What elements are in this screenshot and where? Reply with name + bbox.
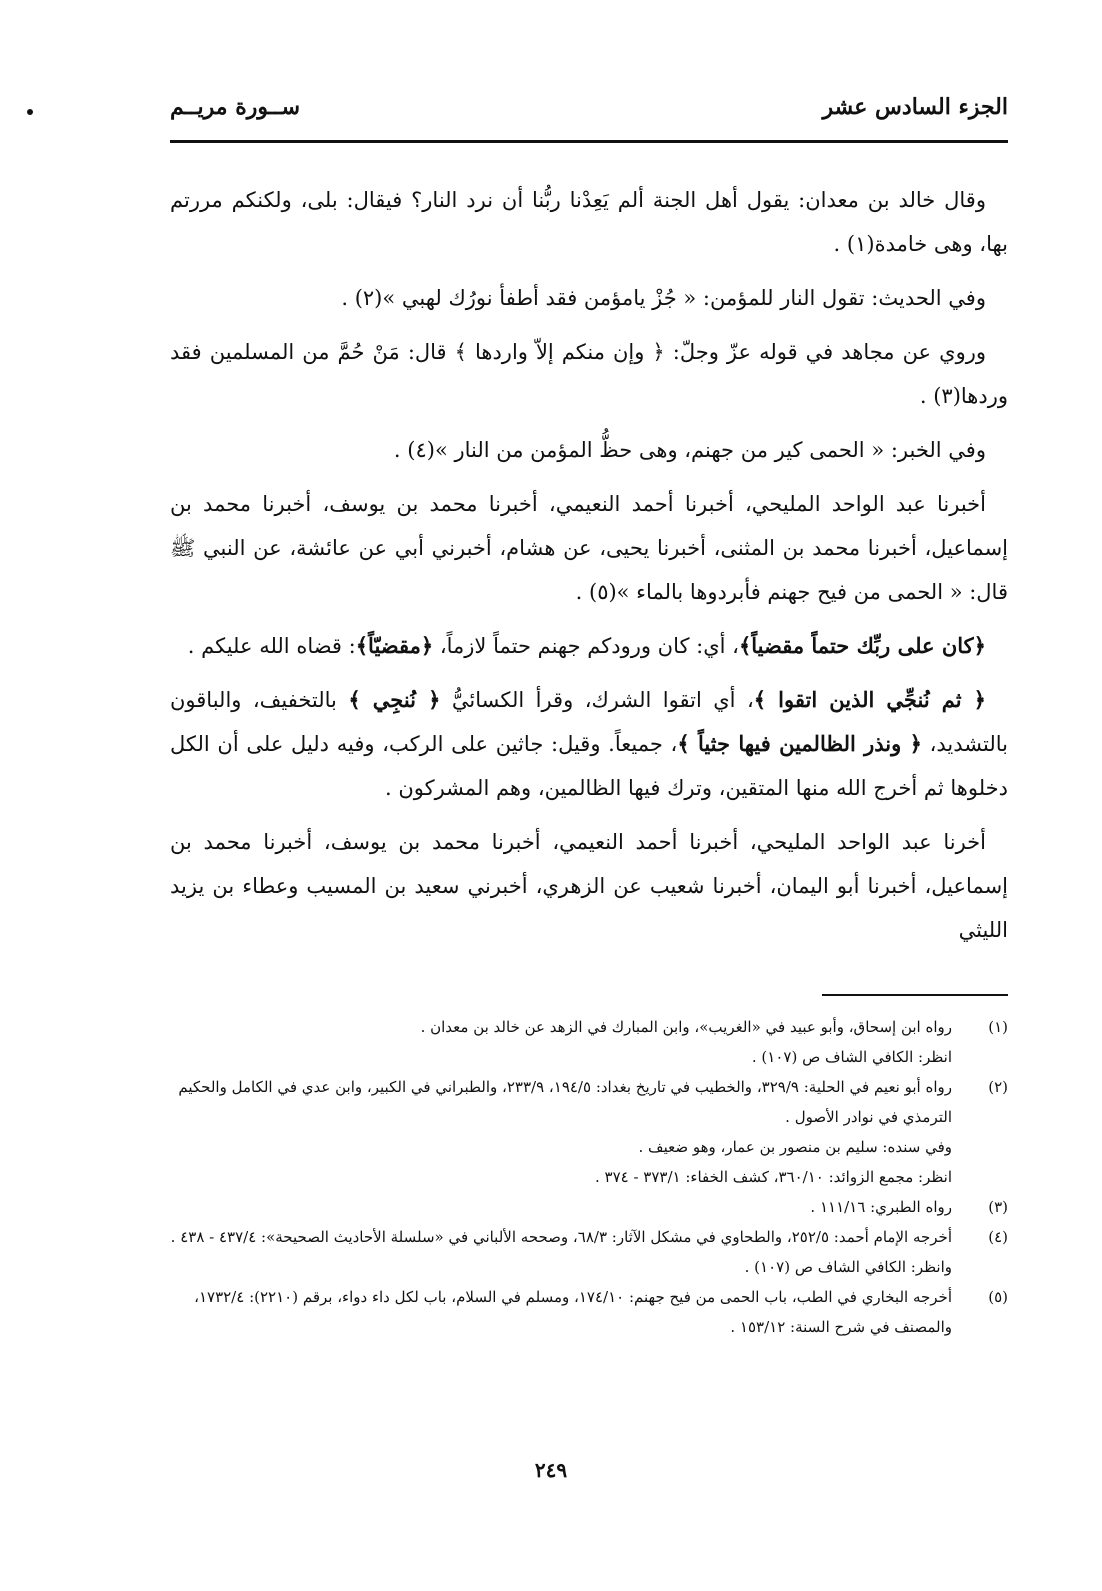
paragraph-1: وقال خالد بن معدان: يقول أهل الجنة ألم يَعِدْنا ربُّنا أن نرد النار؟ فيقال: بلى، ولكنكم مررتم بها، وهى خامدة(١) . [170,188,1008,256]
quran-word: ﴿مقضيّاً﴾ [355,633,434,658]
footnote-line: وفي سنده: سليم بن منصور بن عمار، وهو ضعيف . [638,1138,952,1156]
footnote-number: (١) [988,1018,1008,1036]
footnote-3 [170,1192,1008,1222]
footnote-line: رواه ابن إسحاق، وأبو عبيد في «الغريب»، وابن المبارك في الزهد عن خالد بن معدان . [420,1018,952,1036]
quran-word: ﴿ نُنجِي ﴾ [348,687,441,712]
page-number: ٢٤٩ [534,1458,568,1482]
running-header [170,90,1008,134]
part-title: الجزء السادس عشر [822,94,1008,120]
footnote-line: انظر: مجمع الزوائد: ٣٦٠/١٠، كشف الخفاء: ٣٧٣/١ - ٣٧٤ . [594,1168,952,1186]
footnotes [170,1012,1008,1342]
commentary-text: ، جميعاً. وقيل: جاثين على الركب، وفيه دليل على أن الكل دخلوها ثم أخرج الله منها المتقين، وترك فيها الظالمين، وهم المشركون . [170,732,1008,800]
footnote-line: أخرجه البخاري في الطب، باب الحمى من فيح جهنم: ١٧٤/١٠، ومسلم في السلام، باب لكل داء دواء، برقم (٢٢١٠): ١٧٣٢/٤، والمصنف في شرح السنة: ١٥٣/١٢ . [194,1288,952,1336]
footnote-number: (٢) [988,1078,1008,1096]
footnote-4 [170,1222,1008,1282]
paragraph-2: وفي الحديث: تقول النار للمؤمن: « جُزْ يامؤمن فقد أطفأ نورُك لهبي »(٢) . [341,286,986,310]
footnote-5 [170,1282,1008,1342]
paragraph-6 [170,624,1008,668]
commentary-text: ، أي: كان ورودكم جهنم حتماً لازماً، [433,634,739,658]
footnote-number: (٤) [988,1228,1008,1246]
commentary-text: بالتخفيف، والباقون بالتشديد، [170,688,1008,756]
footnote-line: رواه أبو نعيم في الحلية: ٣٢٩/٩، والخطيب في تاريخ بغداد: ١٩٤/٥، ٢٣٣/٩، والطبراني في الكبير، وابن عدي في الكامل والحكيم الترمذي في نوادر الأصول . [178,1078,952,1126]
paragraph-8: أخرنا عبد الواحد المليحي، أخبرنا أحمد النعيمي، أخبرنا محمد بن يوسف، أخبرنا محمد بن إسماعيل، أخبرنا أبو اليمان، أخبرنا شعيب عن الزهري، أخبرني سعيد بن المسيب وعطاء بن يزيد الليثي [170,830,1008,942]
footnote-line: انظر: الكافي الشاف ص (١٠٧) . [751,1048,952,1066]
footnote-rule [822,994,1008,996]
paragraph-5: أخبرنا عبد الواحد المليحي، أخبرنا أحمد النعيمي، أخبرنا محمد بن يوسف، أخبرنا محمد بن إسماعيل، أخبرنا محمد بن المثنى، أخبرنا يحيى، عن هشام، أخبرني أبي عن عائشة، عن النبي ﷺ قال: « الحمى من فيح جهنم فأبردوها بالماء »(٥) . [170,492,1008,604]
surah-title: ســورة مريــم [170,94,301,120]
quran-verse: ﴿ ونذر الظالمين فيها جثياً ﴾ [677,731,922,756]
footnote-number: (٣) [988,1198,1008,1216]
quran-verse: ﴿ ثم نُنجِّي الذين اتقوا ﴾ [753,687,986,712]
footnote-line: رواه الطبري: ١١١/١٦ . [810,1198,952,1216]
footnote-number: (٥) [988,1288,1008,1306]
header-rule [170,140,1008,143]
paragraph-3: وروي عن مجاهد في قوله عزّ وجلّ: ﴿ وإن منكم إلاّ واردها ﴾ قال: مَنْ حُمَّ من المسلمين فقد وردها(٣) . [170,340,1008,408]
margin-dot [27,109,33,115]
quran-verse: ﴿كان على ربِّك حتماً مقضياً﴾ [738,633,986,658]
main-text [170,178,1008,962]
paragraph-4: وفي الخبر: « الحمى كير من جهنم، وهى حظُّ المؤمن من النار »(٤) . [393,438,986,462]
footnote-line: وانظر: الكافي الشاف ص (١٠٧) . [744,1258,952,1276]
commentary-text: : قضاه الله عليكم . [187,634,356,658]
commentary-text: ، أي اتقوا الشرك، وقرأ الكسائيُّ [440,688,754,712]
paragraph-7 [170,678,1008,810]
footnote-line: أخرجه الإمام أحمد: ٢٥٢/٥، والطحاوي في مشكل الآثار: ٦٨/٣، وصححه الألباني في «سلسلة الأحاديث الصحيحة»: ٤٣٧/٤ - ٤٣٨ . [170,1228,952,1246]
footnote-1 [170,1012,1008,1072]
footnote-2 [170,1072,1008,1192]
